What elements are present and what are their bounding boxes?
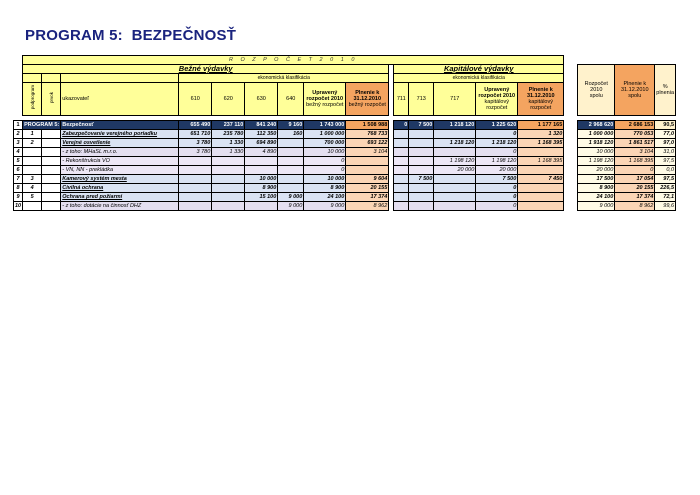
table-cell: 0	[304, 166, 346, 175]
header-text: bežný rozpočet	[306, 102, 344, 108]
header-text: Upravený rozpočet 2010	[306, 90, 344, 102]
table-row	[14, 121, 676, 130]
table-row	[14, 175, 676, 184]
table-cell: 700 000	[304, 139, 346, 148]
table-cell: 3 104	[615, 148, 655, 157]
table-cell	[434, 175, 476, 184]
table-cell	[23, 166, 42, 175]
column-gap	[14, 74, 23, 83]
column-gap	[564, 130, 578, 139]
column-gap	[14, 56, 23, 65]
column-gap	[564, 83, 578, 116]
table-cell: 77,0	[655, 130, 676, 139]
side-rozpocet-header	[578, 65, 615, 116]
table-cell	[42, 175, 61, 184]
capital-ek-label: ekonomická klasifikácia	[394, 74, 564, 83]
table-cell: 17 054	[615, 175, 655, 184]
table-cell: 1 168 395	[615, 157, 655, 166]
header-text: %	[662, 84, 668, 90]
table-cell	[179, 157, 212, 166]
table-cell: 5	[14, 157, 23, 166]
table-cell: - z toho: MHaSL m.r.o.	[61, 148, 179, 157]
column-gap	[14, 65, 23, 74]
table-cell: 8	[14, 184, 23, 193]
prvok-header	[42, 83, 61, 116]
table-cell: 1 861 517	[615, 139, 655, 148]
header-spacer	[23, 74, 42, 83]
table-cell	[409, 184, 434, 193]
table-row	[14, 74, 676, 83]
table-cell: 0	[476, 148, 518, 157]
table-cell: 3 780	[179, 139, 212, 148]
column-gap	[564, 166, 578, 175]
table-cell	[394, 157, 409, 166]
table-cell: 4	[23, 184, 42, 193]
table-cell: 0	[304, 157, 346, 166]
table-cell: 235 780	[212, 130, 245, 139]
table-cell	[409, 166, 434, 175]
page-title: PROGRAM 5: BEZPEČNOSŤ	[25, 27, 237, 44]
table-cell: 7 500	[476, 175, 518, 184]
table-cell	[434, 148, 476, 157]
table-cell: 1 168 395	[518, 157, 564, 166]
col-713-header: 713	[409, 83, 434, 116]
capital-upraveny-header	[476, 83, 518, 116]
table-cell: 1 225 620	[476, 121, 518, 130]
table-cell	[23, 157, 42, 166]
table-cell	[434, 184, 476, 193]
table-cell: 1 168 395	[518, 139, 564, 148]
table-cell: 20 155	[615, 184, 655, 193]
table-cell	[179, 193, 212, 202]
table-cell	[434, 202, 476, 211]
table-cell: 3 104	[346, 148, 389, 157]
table-cell	[179, 166, 212, 175]
table-cell: - Rekonštrukcia VO	[61, 157, 179, 166]
table-row	[14, 148, 676, 157]
table-cell: 9 000	[304, 202, 346, 211]
table-cell	[394, 193, 409, 202]
table-cell: 10	[15, 203, 22, 209]
table-cell	[346, 157, 389, 166]
table-cell	[394, 139, 409, 148]
table-cell: 0	[615, 166, 655, 175]
table-cell: 4	[14, 148, 23, 157]
column-gap	[564, 157, 578, 166]
table-cell: Zabezpečovanie verejného poriadku	[61, 130, 179, 139]
table-cell: 1 508 988	[346, 121, 389, 130]
table-cell: Bezpečnosť	[61, 121, 179, 130]
table-cell	[42, 193, 61, 202]
table-cell: 17 500	[578, 175, 615, 184]
table-cell: - VN, NN - prekládka	[61, 166, 179, 175]
table-cell	[394, 184, 409, 193]
table-cell	[409, 130, 434, 139]
budget-table	[13, 55, 676, 211]
table-row	[14, 56, 676, 65]
table-cell: 1 918 120	[578, 139, 615, 148]
table-cell	[42, 184, 61, 193]
header-text: Plnenie k 31.12.2010	[527, 87, 555, 99]
table-cell: 9 604	[346, 175, 389, 184]
table-cell: 97,0	[655, 139, 676, 148]
table-cell: 17 374	[615, 193, 655, 202]
table-cell: 0	[476, 202, 518, 211]
table-cell	[42, 139, 61, 148]
current-expenses-title: Bežné výdavky	[23, 65, 389, 74]
table-cell	[409, 202, 434, 211]
table-cell: 31,0	[655, 148, 676, 157]
table-cell: 24 100	[304, 193, 346, 202]
col-711-header: 711	[394, 83, 409, 116]
side-percent-header	[655, 65, 676, 116]
table-row	[14, 202, 676, 211]
table-cell: 6	[14, 166, 23, 175]
table-cell	[212, 175, 245, 184]
table-cell: 9	[14, 193, 23, 202]
table-cell: 1 743 000	[304, 121, 346, 130]
table-row	[14, 157, 676, 166]
table-cell: 1 000 000	[304, 130, 346, 139]
table-cell	[42, 130, 61, 139]
table-cell: 3	[23, 175, 42, 184]
table-cell	[212, 166, 245, 175]
table-cell: 8 900	[245, 184, 278, 193]
table-cell	[179, 184, 212, 193]
table-cell: 8 962	[346, 202, 389, 211]
table-cell: 97,5	[655, 157, 676, 166]
table-cell	[434, 193, 476, 202]
table-cell: 2 686 153	[615, 121, 655, 130]
table-cell: 1 198 120	[434, 157, 476, 166]
column-gap	[564, 193, 578, 202]
table-cell: 3 780	[179, 148, 212, 157]
col-717-header: 717	[434, 83, 476, 116]
table-cell: 17 374	[346, 193, 389, 202]
table-cell: 20 000	[578, 166, 615, 175]
podprogram-header	[23, 83, 42, 116]
header-text: Rozpočet 2010	[584, 81, 608, 93]
table-cell: 768 733	[346, 130, 389, 139]
table-cell: 97,5	[655, 175, 676, 184]
table-cell: 2	[23, 139, 42, 148]
table-cell	[23, 202, 42, 211]
table-cell: Ochrana pred požiarmi	[61, 193, 179, 202]
table-cell: 841 240	[245, 121, 278, 130]
header-text: plnenia	[656, 90, 675, 96]
table-cell	[42, 157, 61, 166]
table-row	[14, 139, 676, 148]
table-cell: 1 177 165	[518, 121, 564, 130]
table-cell: 226,5	[655, 184, 676, 193]
table-cell: 112 350	[245, 130, 278, 139]
table-cell: 10 000	[245, 175, 278, 184]
table-cell: 8 900	[578, 184, 615, 193]
table-cell	[245, 166, 278, 175]
table-cell	[434, 130, 476, 139]
table-cell: 1 218 120	[434, 121, 476, 130]
table-cell: 15 100	[245, 193, 278, 202]
table-cell: - z toho: dotácie na činnosť DHZ	[61, 202, 179, 211]
table-cell	[278, 148, 304, 157]
table-cell	[518, 184, 564, 193]
column-gap	[564, 121, 578, 130]
table-row	[14, 65, 676, 74]
table-cell: 9 000	[278, 202, 304, 211]
table-cell	[278, 184, 304, 193]
column-gap	[615, 56, 655, 65]
table-cell: 20 155	[346, 184, 389, 193]
col-630-header: 630	[245, 83, 278, 116]
table-cell: Verejné osvetlenie	[61, 139, 179, 148]
table-cell	[518, 166, 564, 175]
table-cell: 10 000	[578, 148, 615, 157]
table-cell	[245, 202, 278, 211]
table-cell: Civilná ochrana	[61, 184, 179, 193]
table-cell: 7	[14, 175, 23, 184]
table-cell: 72,1	[655, 193, 676, 202]
table-cell: 3	[14, 139, 23, 148]
table-cell	[42, 202, 61, 211]
table-cell	[394, 175, 409, 184]
table-cell: 0	[394, 121, 409, 130]
column-gap	[564, 139, 578, 148]
current-plnenie-header	[346, 83, 389, 116]
table-cell: 1 198 120	[476, 157, 518, 166]
table-cell: 160	[278, 130, 304, 139]
table-cell: 9 160	[278, 121, 304, 130]
header-text: spolu	[628, 93, 642, 99]
table-cell: 10 000	[304, 175, 346, 184]
table-cell: 1 218 120	[476, 139, 518, 148]
table-cell	[394, 202, 409, 211]
column-gap	[564, 184, 578, 193]
table-row	[14, 193, 676, 202]
table-cell: 655 490	[179, 121, 212, 130]
table-cell: 8 900	[304, 184, 346, 193]
table-cell	[212, 202, 245, 211]
column-gap	[14, 83, 23, 116]
column-gap	[564, 74, 578, 83]
table-cell	[212, 157, 245, 166]
table-cell	[518, 148, 564, 157]
table-cell: 0	[476, 193, 518, 202]
current-ek-label: ekonomická klasifikácia	[179, 74, 389, 83]
table-cell	[394, 130, 409, 139]
column-gap	[564, 56, 578, 65]
table-cell: 9 000	[278, 193, 304, 202]
col-620-header: 620	[212, 83, 245, 116]
table-cell: 1 330	[212, 139, 245, 148]
header-text: kapitálový rozpočet	[528, 99, 553, 111]
table-cell: 770 053	[615, 130, 655, 139]
table-cell: 2 968 620	[578, 121, 615, 130]
table-cell: 7 500	[409, 121, 434, 130]
table-cell	[179, 175, 212, 184]
table-cell	[278, 139, 304, 148]
col-640-header: 640	[278, 83, 304, 116]
table-cell	[346, 166, 389, 175]
header-text: bežný rozpočet	[348, 102, 386, 108]
table-cell	[409, 139, 434, 148]
capital-expenses-title: Kapitálové výdavky	[394, 65, 564, 74]
header-text: Plnenie k 31.12.2010	[353, 90, 382, 102]
table-cell: 693 122	[346, 139, 389, 148]
side-plnenie-header	[615, 65, 655, 116]
column-gap	[655, 56, 676, 65]
table-cell: 7 450	[518, 175, 564, 184]
table-row	[14, 166, 676, 175]
table-cell	[212, 193, 245, 202]
header-text: Plnenie k 31.12.2010	[621, 81, 649, 93]
table-cell	[278, 175, 304, 184]
column-gap	[564, 202, 578, 211]
table-cell: 2	[14, 130, 23, 139]
table-cell: 0,0	[655, 166, 676, 175]
table-cell	[179, 202, 212, 211]
table-row	[14, 130, 676, 139]
table-cell: 24 100	[578, 193, 615, 202]
table-cell	[23, 148, 42, 157]
table-cell: 90,5	[655, 121, 676, 130]
table-row	[14, 184, 676, 193]
table-cell	[409, 193, 434, 202]
col-610-header: 610	[179, 83, 212, 116]
table-cell: 99,6	[655, 202, 676, 211]
column-gap	[564, 175, 578, 184]
table-cell	[518, 193, 564, 202]
table-cell: 5	[23, 193, 42, 202]
table-cell: 1 000 000	[578, 130, 615, 139]
table-cell	[245, 157, 278, 166]
table-cell	[409, 148, 434, 157]
table-cell	[42, 148, 61, 157]
table-cell: 1 218 120	[434, 139, 476, 148]
table-cell: 237 110	[212, 121, 245, 130]
table-cell: 1 198 120	[578, 157, 615, 166]
table-cell: 8 962	[615, 202, 655, 211]
header-text: prvok	[48, 91, 54, 103]
table-cell: 0	[476, 130, 518, 139]
table-cell: 1	[14, 121, 23, 130]
table-cell: 20 000	[434, 166, 476, 175]
table-cell: 9 000	[578, 202, 615, 211]
table-row	[14, 83, 676, 116]
table-cell: 20 000	[476, 166, 518, 175]
table-cell: PROGRAM 5:	[24, 122, 60, 128]
header-text: spolu	[589, 93, 603, 99]
column-gap	[578, 56, 615, 65]
table-cell	[212, 184, 245, 193]
table-cell	[278, 157, 304, 166]
table-cell	[42, 166, 61, 175]
table-cell	[394, 148, 409, 157]
current-upraveny-header	[304, 83, 346, 116]
column-gap	[564, 148, 578, 157]
capital-plnenie-header	[518, 83, 564, 116]
table-cell: 7 500	[409, 175, 434, 184]
table-cell: 1	[23, 130, 42, 139]
header-spacer	[42, 74, 61, 83]
budget-band-title: R O Z P O Č E T 2 0 1 0	[23, 56, 564, 65]
column-gap	[564, 65, 578, 74]
table-cell	[518, 202, 564, 211]
header-spacer	[61, 74, 179, 83]
table-cell: 1 320	[518, 130, 564, 139]
table-cell: 651 710	[179, 130, 212, 139]
table-cell: 4 890	[245, 148, 278, 157]
header-text: Upravený rozpočet 2010	[478, 87, 516, 99]
table-cell	[394, 166, 409, 175]
header-text: kapitálový rozpočet	[484, 99, 509, 111]
table-cell: 10 000	[304, 148, 346, 157]
table-cell: 1 330	[212, 148, 245, 157]
table-cell: Kamerový systém mesta	[61, 175, 179, 184]
table-cell: 0	[476, 184, 518, 193]
table-cell	[278, 166, 304, 175]
table-cell: 694 890	[245, 139, 278, 148]
ukazovatel-header: ukazovateľ	[61, 83, 179, 116]
table-cell	[409, 157, 434, 166]
header-text: podprogram	[29, 85, 35, 110]
